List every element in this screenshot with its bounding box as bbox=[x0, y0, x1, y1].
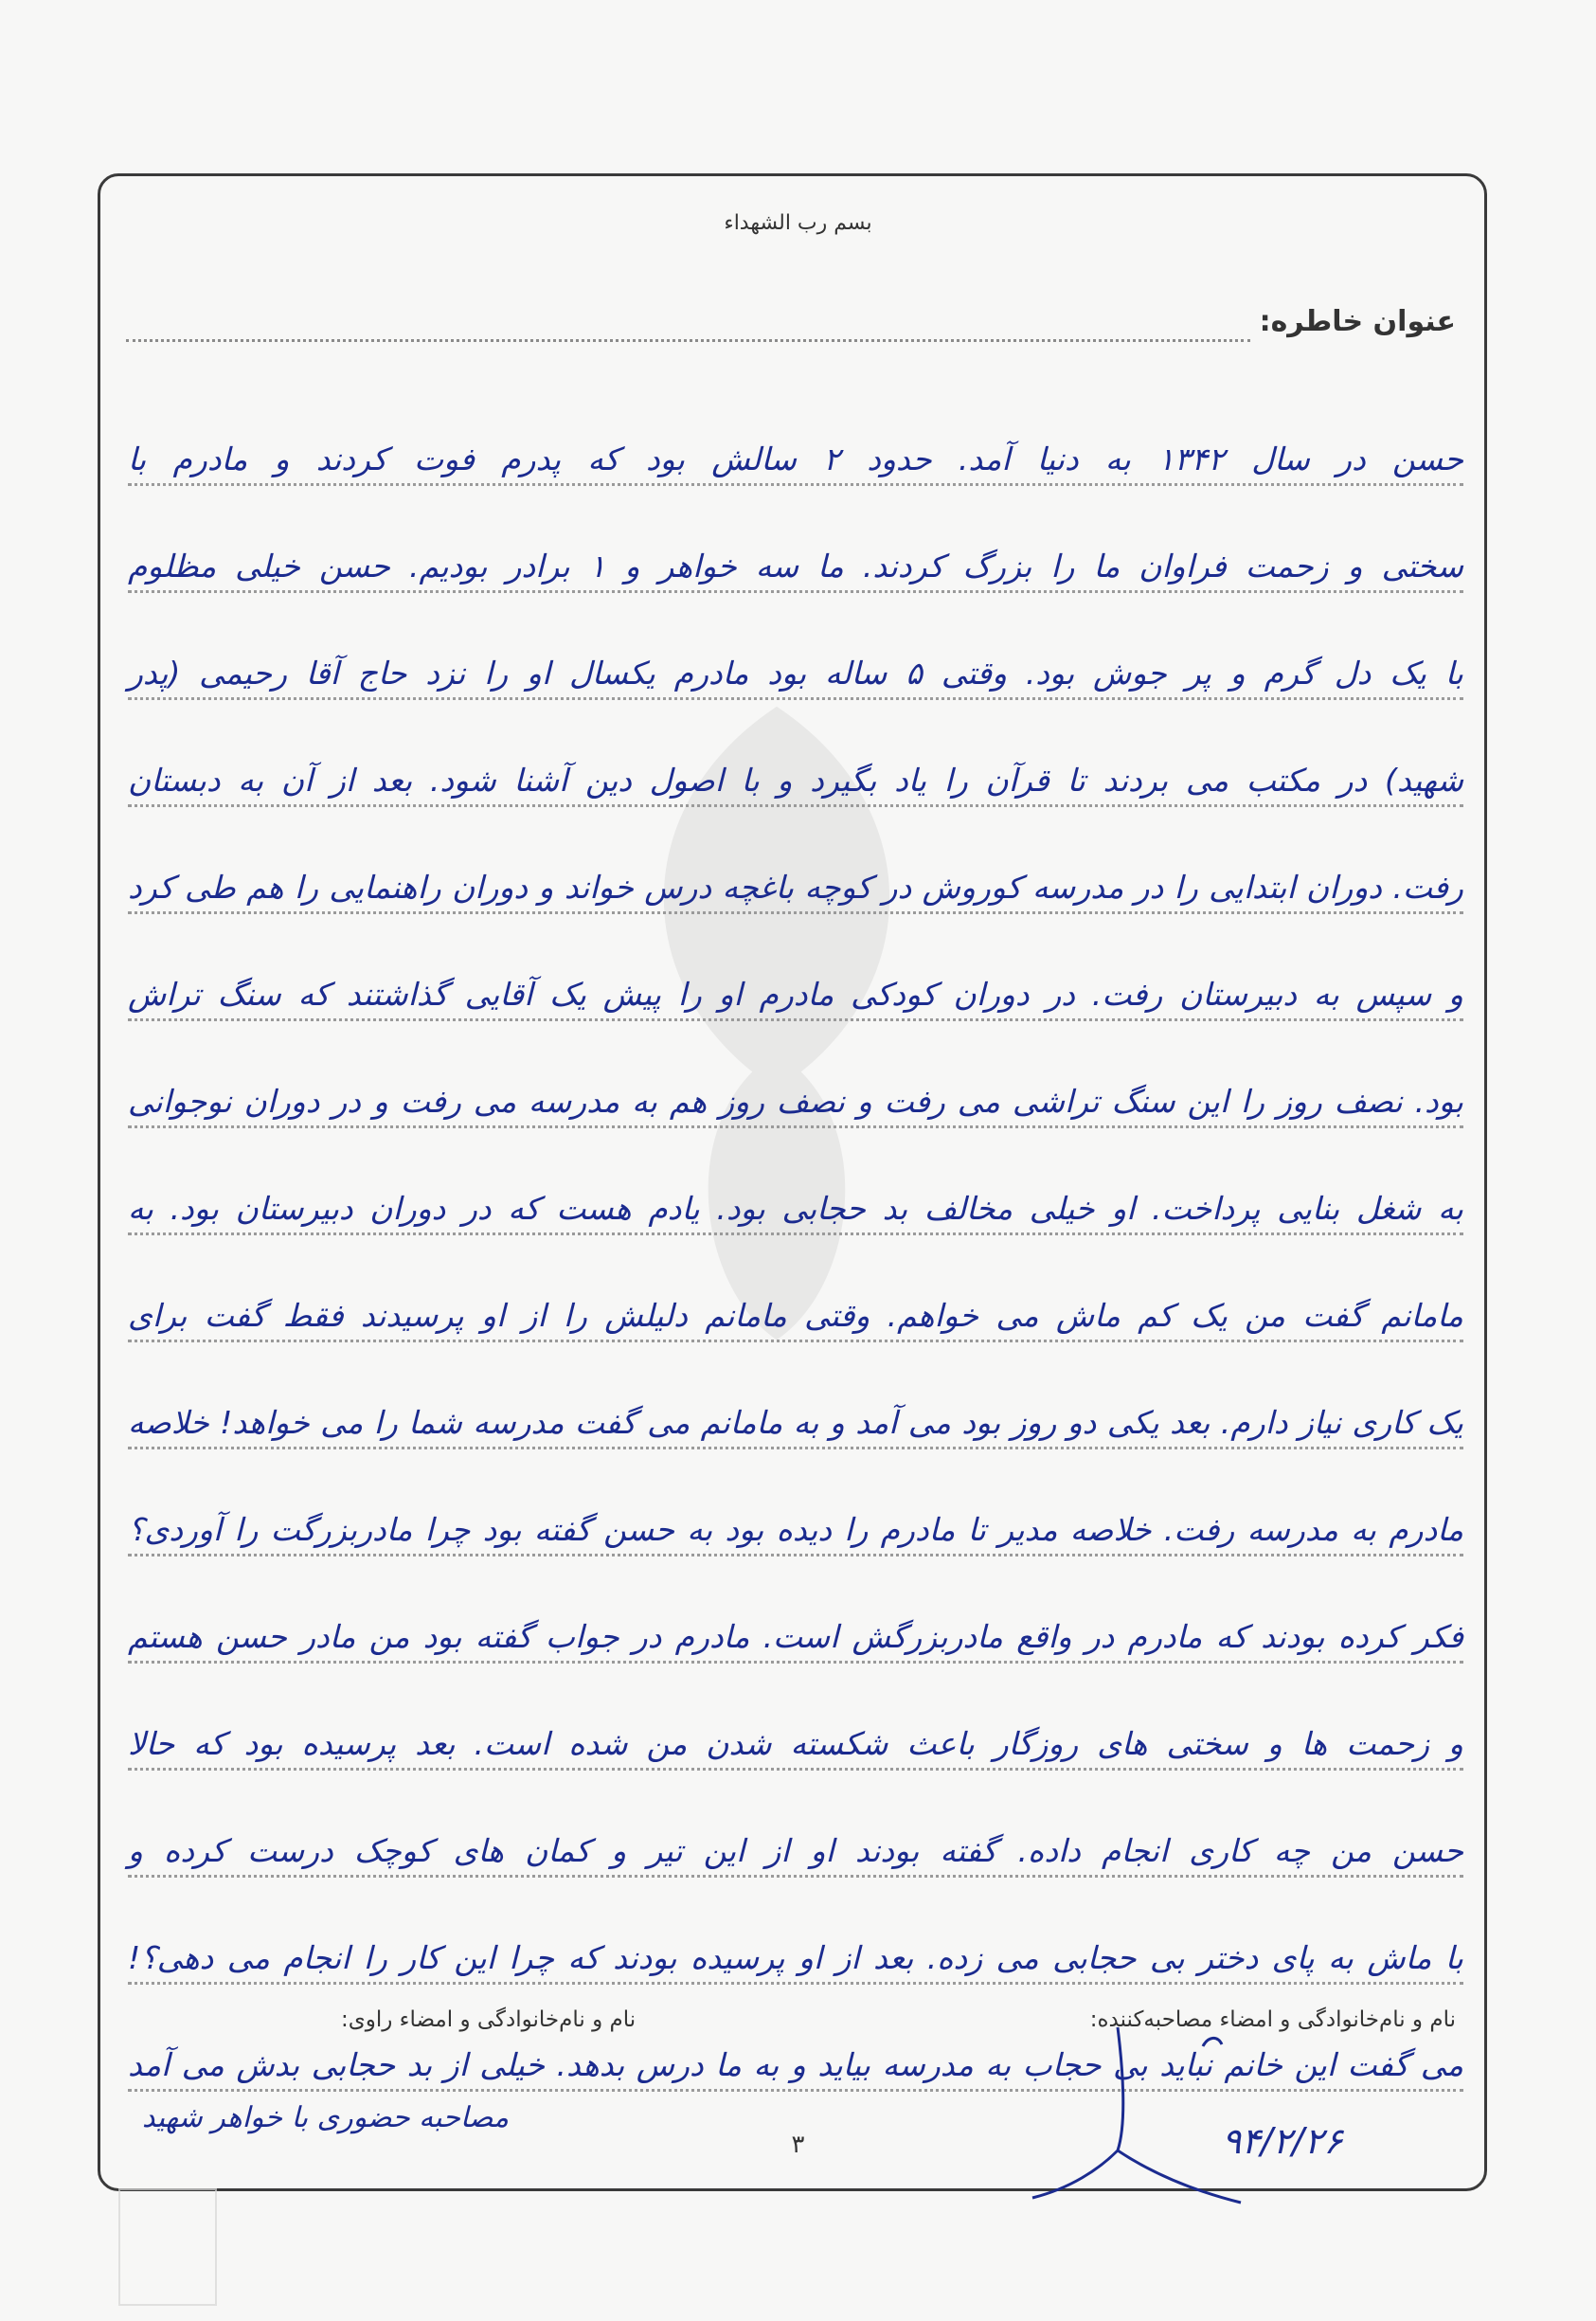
memory-title-label: عنوان خاطره: bbox=[1259, 305, 1456, 338]
body-line bbox=[128, 1021, 1463, 1128]
body-line bbox=[128, 379, 1463, 486]
interviewer-signature-label: نام و نام‌خانوادگی و امضاء مصاحبه‌کننده: bbox=[1089, 2007, 1456, 2032]
body-line bbox=[128, 1878, 1463, 1985]
body-line bbox=[128, 1771, 1463, 1878]
body-line bbox=[128, 486, 1463, 593]
body-line bbox=[128, 1985, 1463, 2092]
body-line bbox=[128, 807, 1463, 914]
body-line-text: با ماش به پای دختر بی حجابی می زده. بعد از او پرسیده بودند که چرا این کار را انجام می دهی؟! bbox=[128, 1939, 1463, 1976]
faded-stamp bbox=[118, 2188, 217, 2306]
signature-scrawl bbox=[1013, 2008, 1260, 2236]
body-line bbox=[128, 700, 1463, 807]
page-number: ۳ bbox=[791, 2131, 805, 2159]
body-line-text: مامانم گفت من یک کم ماش می خواهم. وقتی مامانم دلیلش را از او پرسیدند فقط گفت برای bbox=[128, 1297, 1463, 1334]
memory-body bbox=[128, 379, 1463, 2092]
body-line-text: با یک دل گرم و پر جوش بود. وقتی ۵ ساله بود مادرم یکسال او را نزد حاج آقا رحیمی (پدر bbox=[128, 655, 1463, 692]
body-line bbox=[128, 1342, 1463, 1449]
body-line-text: رفت. دوران ابتدایی را در مدرسه کوروش در کوچه باغچه درس خواند و دوران راهنمایی را هم طی کرد bbox=[128, 869, 1463, 906]
body-line-text: حسن من چه کاری انجام داده. گفته بودند او از این تیر و کمان های کوچک درست کرده و bbox=[128, 1832, 1463, 1869]
page-header-basmala: بسم رب الشهداء bbox=[724, 211, 872, 235]
title-dotted-line bbox=[126, 339, 1250, 342]
body-line-text: می گفت این خانم نباید بی حجاب به مدرسه بیاید و به ما درس بدهد. خیلی از بد حجابی بدش می آمد bbox=[128, 2046, 1463, 2083]
body-line-text: فکر کرده بودند که مادرم در واقع مادربزرگش است. مادرم در جواب گفته بود من مادر حسن هستم bbox=[128, 1618, 1463, 1655]
body-line-text: شهید) در مکتب می بردند تا قرآن را یاد بگیرد و با اصول دین آشنا شود. بعد از آن به دبستان bbox=[128, 762, 1463, 799]
body-line bbox=[128, 593, 1463, 700]
narrator-signature-label: نام و نام‌خانوادگی و امضاء راوی: bbox=[341, 2007, 637, 2032]
body-line-text: و سپس به دبیرستان رفت. در دوران کودکی مادرم او را پیش یک آقایی گذاشتند که سنگ تراش bbox=[128, 976, 1463, 1013]
body-line bbox=[128, 1235, 1463, 1342]
body-line-text: به شغل بنایی پرداخت. او خیلی مخالف بد حجابی بود. یادم هست که در دوران دبیرستان بود. به bbox=[128, 1190, 1463, 1227]
body-line-text: حسن در سال ۱۳۴۲ به دنیا آمد. حدود ۲ سالش بود که پدرم فوت کردند و مادرم با bbox=[128, 441, 1463, 477]
body-line-text: یک کاری نیاز دارم. بعد یکی دو روز بود می آمد و به مامانم می گفت مدرسه شما را می خواهد! خلاصه bbox=[128, 1404, 1463, 1441]
body-line bbox=[128, 1664, 1463, 1771]
body-line bbox=[128, 1449, 1463, 1556]
body-line bbox=[128, 1128, 1463, 1235]
body-line-text: و زحمت ها و سختی های روزگار باعث شکسته شدن من شده است. بعد پرسیده بود که حالا bbox=[128, 1725, 1463, 1762]
body-line bbox=[128, 914, 1463, 1021]
body-line-text: بود. نصف روز را این سنگ تراشی می رفت و نصف روز هم به مدرسه می رفت و در دوران نوجوانی bbox=[128, 1083, 1463, 1120]
handwritten-date: ۹۴/۲/۲۶ bbox=[1222, 2120, 1343, 2162]
body-line-text: مادرم به مدرسه رفت. خلاصه مدیر تا مادرم را دیده بود به حسن گفته بود چرا مادربزرگت را آوردی؟ bbox=[128, 1511, 1463, 1548]
body-line-text: سختی و زحمت فراوان ما را بزرگ کردند. ما سه خواهر و ۱ برادر بودیم. حسن خیلی مظلوم bbox=[128, 548, 1463, 585]
body-line bbox=[128, 1556, 1463, 1664]
handwritten-interviewer-note: مصاحبه حضوری با خواهر شهید bbox=[142, 2101, 510, 2134]
